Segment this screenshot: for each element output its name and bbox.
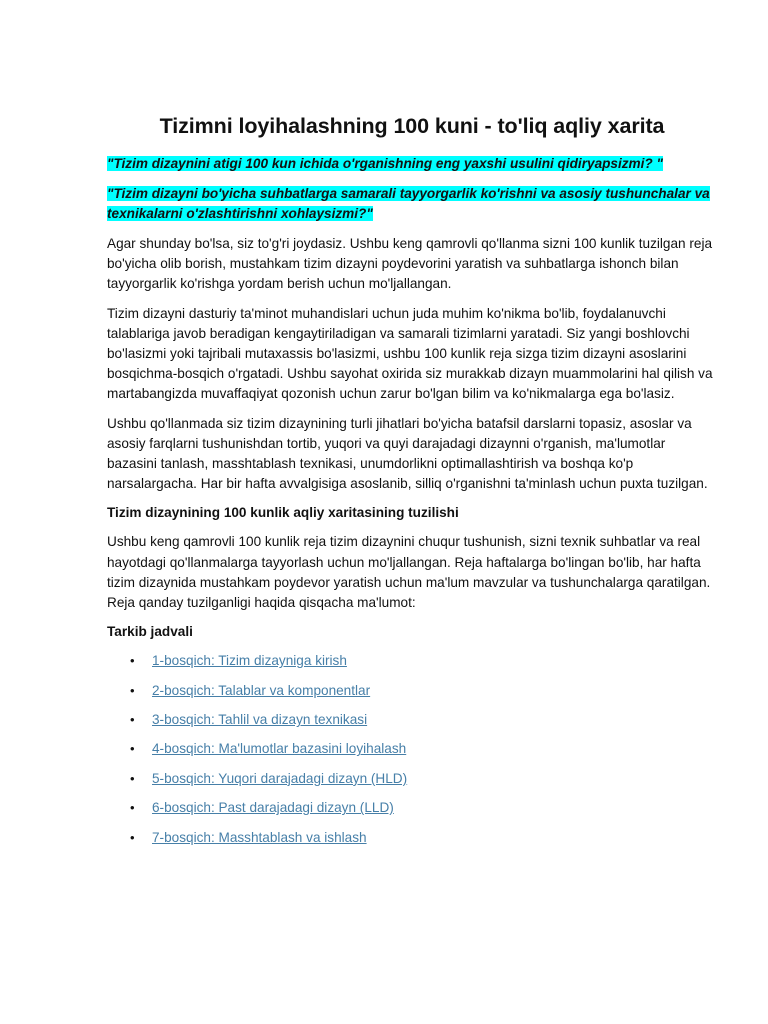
section-paragraph: Ushbu keng qamrovli 100 kunlik reja tizim dizaynini chuqur tushunish, sizni texnik suhbatlar va real hayotdagi qo'llanmalarga tayyorlash uchun mo'ljallangan. Reja haftalarga bo'lingan bo'lib, har hafta tizim dizaynida mustahkam poydevor yaratish uchun ma'lum mavzular va tushunchalarga qaratilgan. Reja qanday tuzilganligi haqida qisqacha ma'lumot: [107,534,711,611]
section-heading: Tizim dizaynining 100 kunlik aqliy xaritasining tuzilishi [107,505,459,521]
bullet-icon: • [130,653,135,669]
highlight-text-2: "Tizim dizayni bo'yicha suhbatlarga samarali tayyorgarlik ko'rishni va asosiy tushunchalar va texnikalarni o'zlashtirishni xohlaysizmi?" [107,186,710,221]
bullet-icon: • [130,741,135,757]
table-of-contents [107,651,717,847]
toc-link-stage-6[interactable]: 6-bosqich: Past darajadagi dizayn (LLD) [152,800,394,816]
toc-item-3 [130,710,717,730]
highlight-text-1: "Tizim dizaynini atigi 100 kun ichida o'rganishning eng yaxshi usulini qidiryapsizmi? " [107,156,663,171]
bullet-icon: • [130,712,135,728]
document-title: Tizimni loyihalashning 100 kuni - to'liq aqliy xarita [159,114,665,138]
document-content [107,112,717,857]
bullet-icon: • [130,800,135,816]
toc-link-stage-4[interactable]: 4-bosqich: Ma'lumotlar bazasini loyihalash [152,741,407,757]
toc-link-stage-7[interactable]: 7-bosqich: Masshtablash va ishlash [152,829,367,845]
toc-link-stage-3[interactable]: 3-bosqich: Tahlil va dizayn texnikasi [152,712,368,728]
toc-item-4 [130,739,717,759]
highlighted-quote-1 [107,154,717,174]
toc-item-5 [130,769,717,789]
bullet-icon: • [130,682,135,698]
toc-heading: Tarkib jadvali [107,624,193,640]
toc-link-stage-5[interactable]: 5-bosqich: Yuqori darajadagi dizayn (HLD) [152,770,408,786]
toc-item-2 [130,681,717,701]
intro-paragraph-2: Tizim dizayni dasturiy ta'minot muhandislari uchun juda muhim ko'nikma bo'lib, foydalanuvchi talablariga javob beradigan kengaytiriladigan va samarali tizimlarni yaratadi. Siz yangi boshlovchi bo'lasizmi yoki tajribali mutaxassis bo'lasizmi, ushbu 100 kunlik reja sizga tizim dizayni asoslarini bosqichma-bosqich o'rgatadi. Ushbu sayohat oxirida siz murakkab dizayn muammolarini hal qilish va martabangizda muvaffaqiyat qozonish uchun zarur bo'lgan bilim va ko'nikmalarga ega bo'lasiz. [107,305,713,402]
toc-link-stage-2[interactable]: 2-bosqich: Talablar va komponentlar [152,682,371,698]
toc-item-6 [130,798,717,818]
bullet-icon: • [130,770,135,786]
toc-item-7 [130,828,717,848]
toc-item-1 [130,651,717,671]
bullet-icon: • [130,829,135,845]
intro-paragraph-1: Agar shunday bo'lsa, siz to'g'ri joydasiz. Ushbu keng qamrovli qo'llanma sizni 100 kunlik tuzilgan reja bo'yicha olib borish, mustahkam tizim dizayni poydevorini yaratish va suhbatlarga ishonch bilan tayyorgarlik ko'rishga yordam berish uchun mo'ljallangan. [107,236,713,292]
toc-link-stage-1[interactable]: 1-bosqich: Tizim dizayniga kirish [152,653,347,669]
intro-paragraph-3: Ushbu qo'llanmada siz tizim dizaynining turli jihatlari bo'yicha batafsil darslarni topasiz, asoslar va asosiy farqlarni tushunishdan tortib, yuqori va quyi darajadagi dizaynni o'rganish, ma'lumotlar bazasini tanlash, masshtablash texnikasi, unumdorlikni optimallashtirish va boshqa ko'p narsalargacha. Har bir hafta avvalgisiga asoslanib, silliq o'rganishni ta'minlash uchun puxta tuzilgan. [107,415,708,492]
highlighted-quote-2 [107,184,717,224]
